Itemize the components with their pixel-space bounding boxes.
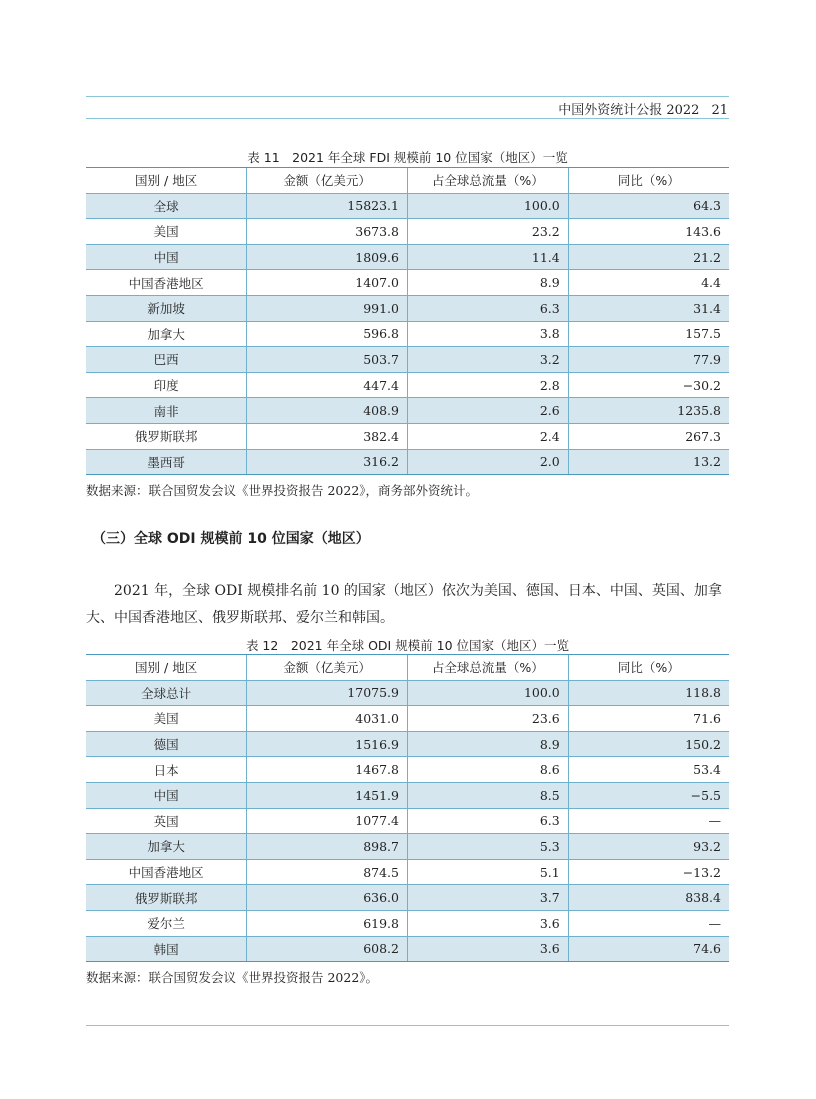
section-paragraph: 2021 年，全球 ODI 规模排名前 10 的国家（地区）依次为美国、德国、日本、中国、英国、加拿大、中国香港地区、俄罗斯联邦、爱尔兰和韩国。 [86, 583, 722, 626]
column-header: 占全球总流量（%） [408, 655, 569, 681]
header-row [86, 655, 729, 681]
table-cell: 2.4 [408, 423, 569, 449]
table-cell: 636.0 [247, 885, 408, 911]
table-cell: 15823.1 [247, 193, 408, 219]
table-cell: 韩国 [86, 936, 247, 962]
table-cell: 3.2 [408, 347, 569, 373]
table-cell: 加拿大 [86, 834, 247, 860]
table-cell: 874.5 [247, 859, 408, 885]
table-cell: 中国 [86, 244, 247, 270]
table-cell: 4031.0 [247, 706, 408, 732]
table-cell: 英国 [86, 808, 247, 834]
table-cell: 11.4 [408, 244, 569, 270]
table-row [86, 910, 729, 936]
table-cell: 2.0 [408, 449, 569, 475]
header-row [86, 168, 729, 194]
table-cell: 2.6 [408, 398, 569, 424]
table-row [86, 423, 729, 449]
table-row [86, 782, 729, 808]
table-cell: 3.7 [408, 885, 569, 911]
table-row [86, 808, 729, 834]
table-cell: 3.6 [408, 910, 569, 936]
table-cell: 加拿大 [86, 321, 247, 347]
table-row [86, 321, 729, 347]
table-cell: −30.2 [568, 372, 729, 398]
table-cell: 608.2 [247, 936, 408, 962]
table-cell: 23.6 [408, 706, 569, 732]
table-cell: 4.4 [568, 270, 729, 296]
table-cell: 6.3 [408, 295, 569, 321]
page-number: 21 [711, 103, 728, 118]
table-cell: 382.4 [247, 423, 408, 449]
table-row [86, 885, 729, 911]
table-cell: 8.5 [408, 782, 569, 808]
table12-caption: 表 12 2021 年全球 ODI 规模前 10 位国家（地区）一览 [245, 638, 570, 653]
table-cell: 巴西 [86, 347, 247, 373]
table-cell: −5.5 [568, 782, 729, 808]
table12 [86, 654, 729, 962]
table-cell: 俄罗斯联邦 [86, 423, 247, 449]
table-cell: 150.2 [568, 731, 729, 757]
table-cell: 17075.9 [247, 680, 408, 706]
table-cell: 100.0 [408, 680, 569, 706]
table12-source: 数据来源：联合国贸发会议《世界投资报告 2022》。 [86, 970, 379, 985]
table-cell: 3.8 [408, 321, 569, 347]
table-cell: 5.3 [408, 834, 569, 860]
table-cell: 爱尔兰 [86, 910, 247, 936]
table-row [86, 680, 729, 706]
running-title: 中国外资统计公报 2022 [558, 103, 700, 118]
table-cell: 8.9 [408, 270, 569, 296]
table-cell: 3673.8 [247, 219, 408, 245]
table-cell: 447.4 [247, 372, 408, 398]
table-cell: 德国 [86, 731, 247, 757]
column-header: 金额（亿美元） [247, 168, 408, 194]
table-cell: 991.0 [247, 295, 408, 321]
table-cell: 俄罗斯联邦 [86, 885, 247, 911]
table-cell: 1235.8 [568, 398, 729, 424]
table-cell: 21.2 [568, 244, 729, 270]
table-cell: 77.9 [568, 347, 729, 373]
table11-caption: 表 11 2021 年全球 FDI 规模前 10 位国家（地区）一览 [247, 150, 568, 165]
table-cell: 南非 [86, 398, 247, 424]
table-row [86, 347, 729, 373]
table-row [86, 372, 729, 398]
table-cell: 中国香港地区 [86, 270, 247, 296]
table-row [86, 295, 729, 321]
column-header: 金额（亿美元） [247, 655, 408, 681]
table-cell: 1467.8 [247, 757, 408, 783]
table-cell: — [568, 808, 729, 834]
table-cell: 8.6 [408, 757, 569, 783]
table-cell: 美国 [86, 219, 247, 245]
table-cell: 6.3 [408, 808, 569, 834]
table-cell: 316.2 [247, 449, 408, 475]
table-cell: 5.1 [408, 859, 569, 885]
table-cell: −13.2 [568, 859, 729, 885]
table-cell: 267.3 [568, 423, 729, 449]
column-header: 占全球总流量（%） [408, 168, 569, 194]
table-row [86, 706, 729, 732]
table-row [86, 398, 729, 424]
table-cell: 1516.9 [247, 731, 408, 757]
table-cell: — [568, 910, 729, 936]
table-cell: 53.4 [568, 757, 729, 783]
column-header: 国别 / 地区 [86, 655, 247, 681]
table-row [86, 834, 729, 860]
table-cell: 中国香港地区 [86, 859, 247, 885]
table-cell: 408.9 [247, 398, 408, 424]
table-row [86, 193, 729, 219]
table-cell: 31.4 [568, 295, 729, 321]
table-cell: 74.6 [568, 936, 729, 962]
table-cell: 1407.0 [247, 270, 408, 296]
table-cell: 143.6 [568, 219, 729, 245]
table-row [86, 449, 729, 475]
table-cell: 1451.9 [247, 782, 408, 808]
table-cell: 23.2 [408, 219, 569, 245]
table-cell: 8.9 [408, 731, 569, 757]
table-cell: 503.7 [247, 347, 408, 373]
header-rule-bottom [86, 118, 729, 119]
table-cell: 596.8 [247, 321, 408, 347]
table-cell: 100.0 [408, 193, 569, 219]
column-header: 同比（%） [568, 655, 729, 681]
table-cell: 新加坡 [86, 295, 247, 321]
table-row [86, 219, 729, 245]
table11-source: 数据来源：联合国贸发会议《世界投资报告 2022》，商务部外资统计。 [86, 483, 479, 498]
table-row [86, 859, 729, 885]
table-cell: 墨西哥 [86, 449, 247, 475]
table-cell: 64.3 [568, 193, 729, 219]
table-row [86, 244, 729, 270]
table-cell: 898.7 [247, 834, 408, 860]
table-cell: 93.2 [568, 834, 729, 860]
table-cell: 印度 [86, 372, 247, 398]
table-cell: 全球总计 [86, 680, 247, 706]
table-cell: 1077.4 [247, 808, 408, 834]
table-cell: 2.8 [408, 372, 569, 398]
column-header: 同比（%） [568, 168, 729, 194]
table-cell: 838.4 [568, 885, 729, 911]
table-cell: 157.5 [568, 321, 729, 347]
table-row [86, 936, 729, 962]
table-row [86, 270, 729, 296]
table-cell: 619.8 [247, 910, 408, 936]
table-cell: 全球 [86, 193, 247, 219]
header-rule-top [86, 96, 729, 97]
table-cell: 美国 [86, 706, 247, 732]
table-cell: 118.8 [568, 680, 729, 706]
table-cell: 1809.6 [247, 244, 408, 270]
table-cell: 71.6 [568, 706, 729, 732]
table-row [86, 757, 729, 783]
table-cell: 3.6 [408, 936, 569, 962]
running-header [546, 99, 728, 118]
section-heading: （三）全球 ODI 规模前 10 位国家（地区） [92, 531, 370, 547]
table-cell: 日本 [86, 757, 247, 783]
table-cell: 中国 [86, 782, 247, 808]
column-header: 国别 / 地区 [86, 168, 247, 194]
table-cell: 13.2 [568, 449, 729, 475]
footer-rule [86, 1025, 729, 1026]
table11 [86, 167, 729, 475]
table-row [86, 731, 729, 757]
